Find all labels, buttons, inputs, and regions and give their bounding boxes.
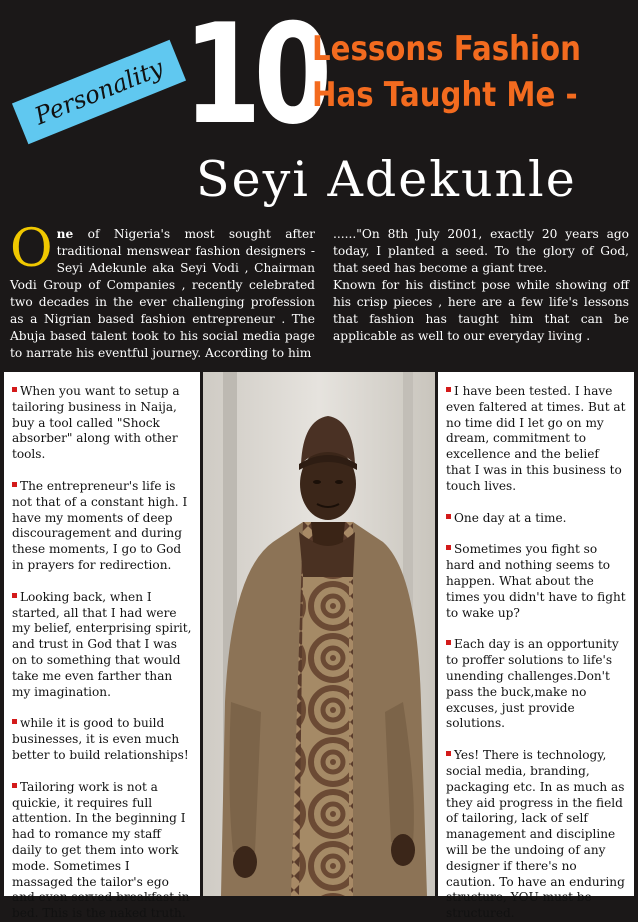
drop-cap: O (10, 219, 53, 279)
bullet-icon (446, 640, 451, 645)
bullet-icon (446, 387, 451, 392)
headline-line-2: Has Taught Me - (312, 75, 578, 115)
bullet-icon (12, 783, 17, 788)
portrait-photo (203, 372, 435, 896)
lesson-text: When you want to setup a tailoring business in Naija, buy a tool called "Shock absorber" along with other tools. (12, 384, 180, 462)
lesson-item (12, 780, 192, 922)
lesson-item (12, 716, 192, 763)
bullet-icon (446, 545, 451, 550)
lesson-text: Tailoring work is not a quickie, it requires full attention. In the beginning I had to romance my staff daily to get them into work mode. Sometimes I massaged the tailor's ego and even served breakfast in bed. This is the naked truth. (12, 779, 190, 921)
quote-paragraph: ......"On 8th July 2001, exactly 20 years ago today, I planted a seed. To the glory of God, that seed has become a giant tree. (333, 227, 629, 275)
headline-line-1: Lessons Fashion (312, 29, 581, 69)
lesson-text: Yes! There is technology, social media, branding, packaging etc. In as much as they aid progress in the field of tailoring, lack of self management and discipline will be the undoing of any designer if there's no caution. To have an enduring structure, YOU must be structured. (446, 748, 625, 921)
lesson-text: Each day is an opportunity to proffer solutions to life's unending challenges.Don't pass the buck,make no excuses, just provide solutions. (446, 637, 619, 731)
personality-tag (12, 40, 186, 144)
subject-name: Seyi Adekunle (196, 151, 577, 208)
headline-title (312, 26, 581, 118)
lesson-item (446, 748, 626, 922)
lesson-text: while it is good to build businesses, it is even much better to build relationships! (12, 716, 189, 762)
lesson-text: One day at a time. (454, 510, 567, 525)
lessons-intro-paragraph: Known for his distinct pose while showing off his crisp pieces , here are a few life's lessons that fashion has taught him that can be applicable as well to our everyday living . (333, 278, 629, 343)
lesson-item (12, 384, 192, 463)
lessons-left-column (4, 372, 200, 921)
intro-lead: ne (56, 227, 74, 241)
lessons-right-column (438, 372, 634, 921)
lesson-item (446, 542, 626, 621)
headline-number: 10 (183, 0, 325, 155)
bullet-icon (12, 482, 17, 487)
intro-right-column (333, 226, 629, 345)
lesson-item (446, 637, 626, 732)
portrait-illustration (203, 372, 435, 896)
header (0, 0, 638, 215)
lesson-item (12, 479, 192, 574)
lesson-text: Sometimes you fight so hard and nothing seems to happen. What about the times you didn't have to fight to wake up? (446, 542, 626, 620)
intro-text: of Nigeria's most sought after traditional menswear fashion designers - Seyi Adekunle aka Seyi Vodi , Chairman Vodi Group of Companies , recently celebrated two decades in the ever challenging profession as a Nigrian based fashion entrepreneur . The Abuja based talent took to his social media page to narrate his eventful journey. According to him (10, 227, 315, 360)
personality-tag-label: Personality (30, 53, 168, 131)
bullet-icon (446, 751, 451, 756)
intro-paragraph (10, 219, 315, 362)
lesson-text: I have been tested. I have even faltered at times. But at no time did I let go on my dream, commitment to excellence and the belief that I was in this business to touch lives. (446, 384, 626, 493)
lesson-item (446, 511, 626, 527)
lesson-item (12, 590, 192, 701)
lesson-item (446, 384, 626, 495)
bullet-icon (12, 593, 17, 598)
lesson-text: Looking back, when I started, all that I had were my belief, enterprising spirit, and trust in God that I was on to something that would take me even farther than my imagination. (12, 589, 192, 699)
intro-left-column (10, 219, 315, 362)
lesson-text: The entrepreneur's life is not that of a constant high. I have my moments of deep discouragement and during these moments, I go to God in prayers for redirection. (12, 478, 188, 572)
bullet-icon (446, 514, 451, 519)
bullet-icon (12, 387, 17, 392)
bullet-icon (12, 719, 17, 724)
